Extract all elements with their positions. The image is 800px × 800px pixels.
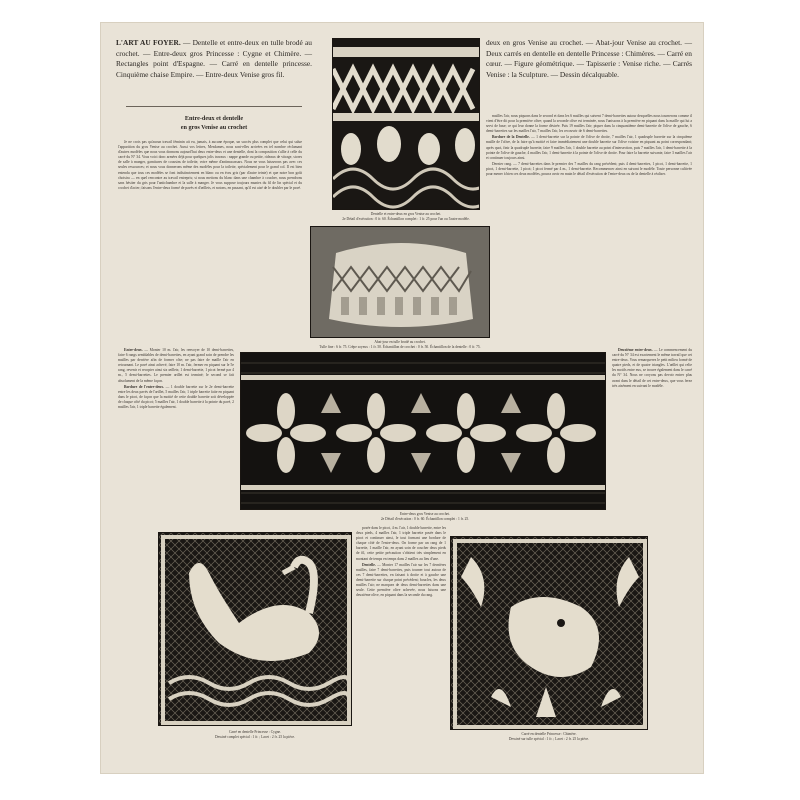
caption-wide-title: Entre-deux gros Venise au crochet. [399,512,451,516]
lace-top-illustration [333,39,480,210]
col1-c-label: Bordure de l'entre-deux. [124,384,165,389]
summary-left-rule [126,106,302,107]
col3-b-label: Dentelle. [362,562,376,567]
summary-title: L'ART AU FOYER. [116,38,181,47]
col2-b-text: — 1 demi-barrette sur la pointe de l'olive de droite, 7 mailles l'air, 1 quadruple barrette sur la cinquième maille de l'olive, de la faire qu'à moitié et faire immédiatement une double barrette sur l'olive voisine en piquant au point correspondant; après quoi, finir la quadruple barrette, faire 9 mailles l'air, 1 double barrette au point d'intersection, puis 7 mailles l'air, 1 demi-barrette à la pointe de l'olive de gauche, 4 mailles l'air, 1 demi-barrette à la pointe de l'olive de droite. Pour faire la barrette suivante, faire 3 mailles l'air et continuer toujours ainsi. [486,135,692,160]
caption-chimere [450,732,648,741]
caption-chimere-detail: Dessiné sur tulle spécial : 1 fr. ; Lacet : 2 fr. 25 la pièce. [508,736,590,741]
photo-entre-deux [240,352,606,510]
swan-illustration [159,533,352,726]
col1-b-label: Entre-deux. [124,348,143,352]
caption-top-detail: 2e Détail d'exécution : 0 fr. 60. Échantillon complet : 1 fr. 25 pour l'un ou l'autre modèle. [342,216,470,221]
caption-wide [310,512,540,521]
photo-chimere-square [450,536,648,730]
text-column-left-b [118,348,234,498]
photo-lampshade [310,226,490,338]
lampshade-illustration [311,227,490,338]
text-column-middle [356,526,446,758]
col1-paragraph: Je ne crois pas qu'aucun travail féminin ait eu, jamais, à aucune époque, un succès plus complet que celui qui salue l'apparition du gros Venise au crochet. Aussi vos lettres, Mesdames, nous sont-elles arrivées en tel nombre réclamant d'autres modèles que nous vous donnons aujourd'hui deux entre-deux et une dentelle, dont la composition s'allie à celle du carré du N° 34. Vous voici donc armées déjà pour quelques jolis travaux : nappe grande ou petite, rideaux de vitrage, stores de salle à manger, garnitures de coussins de toilette, voire même d'antimacassars. Nous ne vous laisserons pas avec ces seules ressources; et nous vous donnerons même des modèles pour la toilette, spécialement pour le grand col. Il est bien entendu que tous ces modèles se font indistinctement en blanc ou en écru gris (par d'autre teinte) et que notre bon goût choisira — en quel rencontre au travail entrepris; si nous mettons du blanc dans une chambre à coucher, nous prendrons sans hésiter du gris pour l'antichambre et la salle à manger. Je vous suppose toujours munies du fil de lin spécial et du crochet d'acier; faisons l'entre-deux formé de pavés et d'œillets, et notons, en passant, qu'il est aisé de le doubler par le pavé. [118,140,302,190]
caption-chimere-title: Carré en dentelle Princesse : Chimère. [521,732,577,736]
summary-right [486,38,692,80]
col3-paragraph: posée dans le picot, 4 m. l'air, 1 double barrette, entre les deux pieds, 4 mailles l'air, 1 triple barrette posée dans le picot et continuer ainsi, le tout formant une bordure de chaque côté de l'entre-deux. On forme par un rang de 1 barrette, 1 maille l'air, en ayant soin de coucher deux pieds de fil, cette petite précaution s'obtient très simplement en montant de temps en temps dans 2 mailles au lieu d'une. [356,526,446,561]
caption-swan [158,730,352,739]
caption-mid [286,340,514,349]
text-column-right [486,114,692,348]
col1-b-text: — Monter 10 m. l'air, les renvoyer de 10 demi-barrettes, faire 6 rangs semblables de demi-barrettes, en ayant grand soin de prendre les mailles par derrière afin de former côte; ne pas faire de maille l'air en retournant. Le pavé ainsi achevé, faire 10 m. l'air, fermer en piquant sur le 5e rang, revenir et recopier ainsi six œillets; 1 demi-barrette, 1 picot fermé par 4 m., 5 demi-barrettes. Le premier œillet est terminé; le second se fait absolument de la même façon. [118,348,234,383]
photo-lace-top [332,38,480,210]
article-heading-line1: Entre-deux et dentelle [184,115,244,122]
entre-deux-illustration [241,353,606,510]
caption-swan-title: Carré en dentelle Princesse : Cygne. [228,730,282,734]
col2-d-text: — Le commencement du carré du N° 34 est exactement le même travail que cet entre-deux. Vous remarquerez le petit milieu formé de quatre pieds, et de quatre triangles. L'œillet qui relie les motifs entre eux, se trouve également dans le carré du N° 34. Nous ne croyons pas devoir entrer plus avant dans le détail de cet entre-deux, que vous ferez très aisément en suivant le modèle. [612,348,692,388]
caption-mid-title: Abat-jour en tulle brodé au crochet. [374,340,426,344]
caption-mid-detail: Tulle fine : 6 fr. 75. Crêpe soyeux : 1 fr. 50. Échantillon de crochet : 0 fr. 50. Échantillon de la dentelle : 0 fr. 75. [319,344,481,349]
col2-b-label: Bordure de la Dentelle. [492,135,530,140]
col2-c-paragraph: Dernier rang. — 7 demi-barrettes dans le premier des 7 mailles du rang précédent; puis 4 demi-barrettes, 1 picot, 1 demi-barrette, 1 picot, 1 demi-barrette, 1 picot; 1 picot fermé par 4 m., 1 demi-barrette. Recommencer ainsi en suivant le modèle. Toute personne cultivée pour mener à bien ces deux modèles, pourra avoir en main le détail d'exécution de l'entre-deux ou de la dentelle à réaliser. [486,161,692,177]
col1-c-text: — 1 double barrette sur le 2e demi-barrette entre les deux pavés de l'œillet, 5 mailles l'air, 1 triple barrette faite en piquant dans le picot, de façon que la moitié de cette double barrette soit développée de chaque côté du picot; 5 mailles l'air, 1 double barrette à la pointe du pavé, 2 mailles l'air, 1 triple barrette également. [118,384,234,410]
summary-right-text: deux en gros Venise au crochet. — Abat-jour Venise au crochet. — Deux carrés en dentelle en dentelle Princesse : Chimères. — Carré en cœur. — Figure géométrique. — Tapisserie : Venise riche. — Carrés Venise : la Sculpture. — Dessin décalquable. [486,38,692,79]
text-column-right-b [612,348,692,500]
photo-swan-square [158,532,352,726]
caption-top-title: Dentelle et entre-deux en gros Venise au crochet. [370,212,442,216]
col2-paragraph: mailles l'air, nous piquons dans le second et dans les 6 mailles qui suivent 7 demi-barrettes autour desquelles nous tournerons comme il vient d'être dit pour la première olive; quand la seconde olive est terminée, nous l'unissons à la première en piquant dans la maille qui lui a servi de base; ce qui leur donne la forme désirée. Puis 19 mailles l'air; piquer dans la cinquantième demi-barrette de l'olive de gauche, 6 demi-barrettes sur les mailles l'air, 7 mailles l'air, les recouvrir de 6 demi-barrettes. [486,114,692,134]
article-heading-line2: en gros Venise au crochet [180,124,248,131]
magazine-page [100,22,704,774]
col2-d-label: Deuxième entre-deux. [618,348,653,352]
text-column-left [118,140,302,346]
summary-left [116,38,312,80]
article-heading [118,114,310,132]
col3-b-text: — Monter 17 mailles l'air sur les 7 dernières mailles, faire 7 demi-barrettes, puis tourner tout autour de ces 7 demi-barrettes, en faisant à droite et à gauche une demi-barrette sur chaque point précédent; bouclez, les deux mailles l'air; ne marquez de deux demi-barrettes dans une seule. Cette première olive achevée, nous faisons une deuxième olive, en piquant dans la seconde du rang. [356,562,446,598]
chimere-illustration [451,537,648,730]
summary-left-text: — Dentelle et entre-deux en tulle brodé au crochet. — Entre-deux gros Princesse : Cygne et Chimère. — Rectangles point d'Espagne. — Carré en dentelle princesse. Cinquième chaise Empire. — Entre-deux Venise gros fil. [116,38,312,79]
caption-top [328,212,484,221]
caption-swan-detail: Dessiné complet spécial : 1 fr. ; Lacet : 2 fr. 25 la pièce. [214,734,296,739]
caption-wide-detail: 2e Détail d'exécution : 0 fr. 60. Échantillon complet : 1 fr. 25. [380,516,470,521]
